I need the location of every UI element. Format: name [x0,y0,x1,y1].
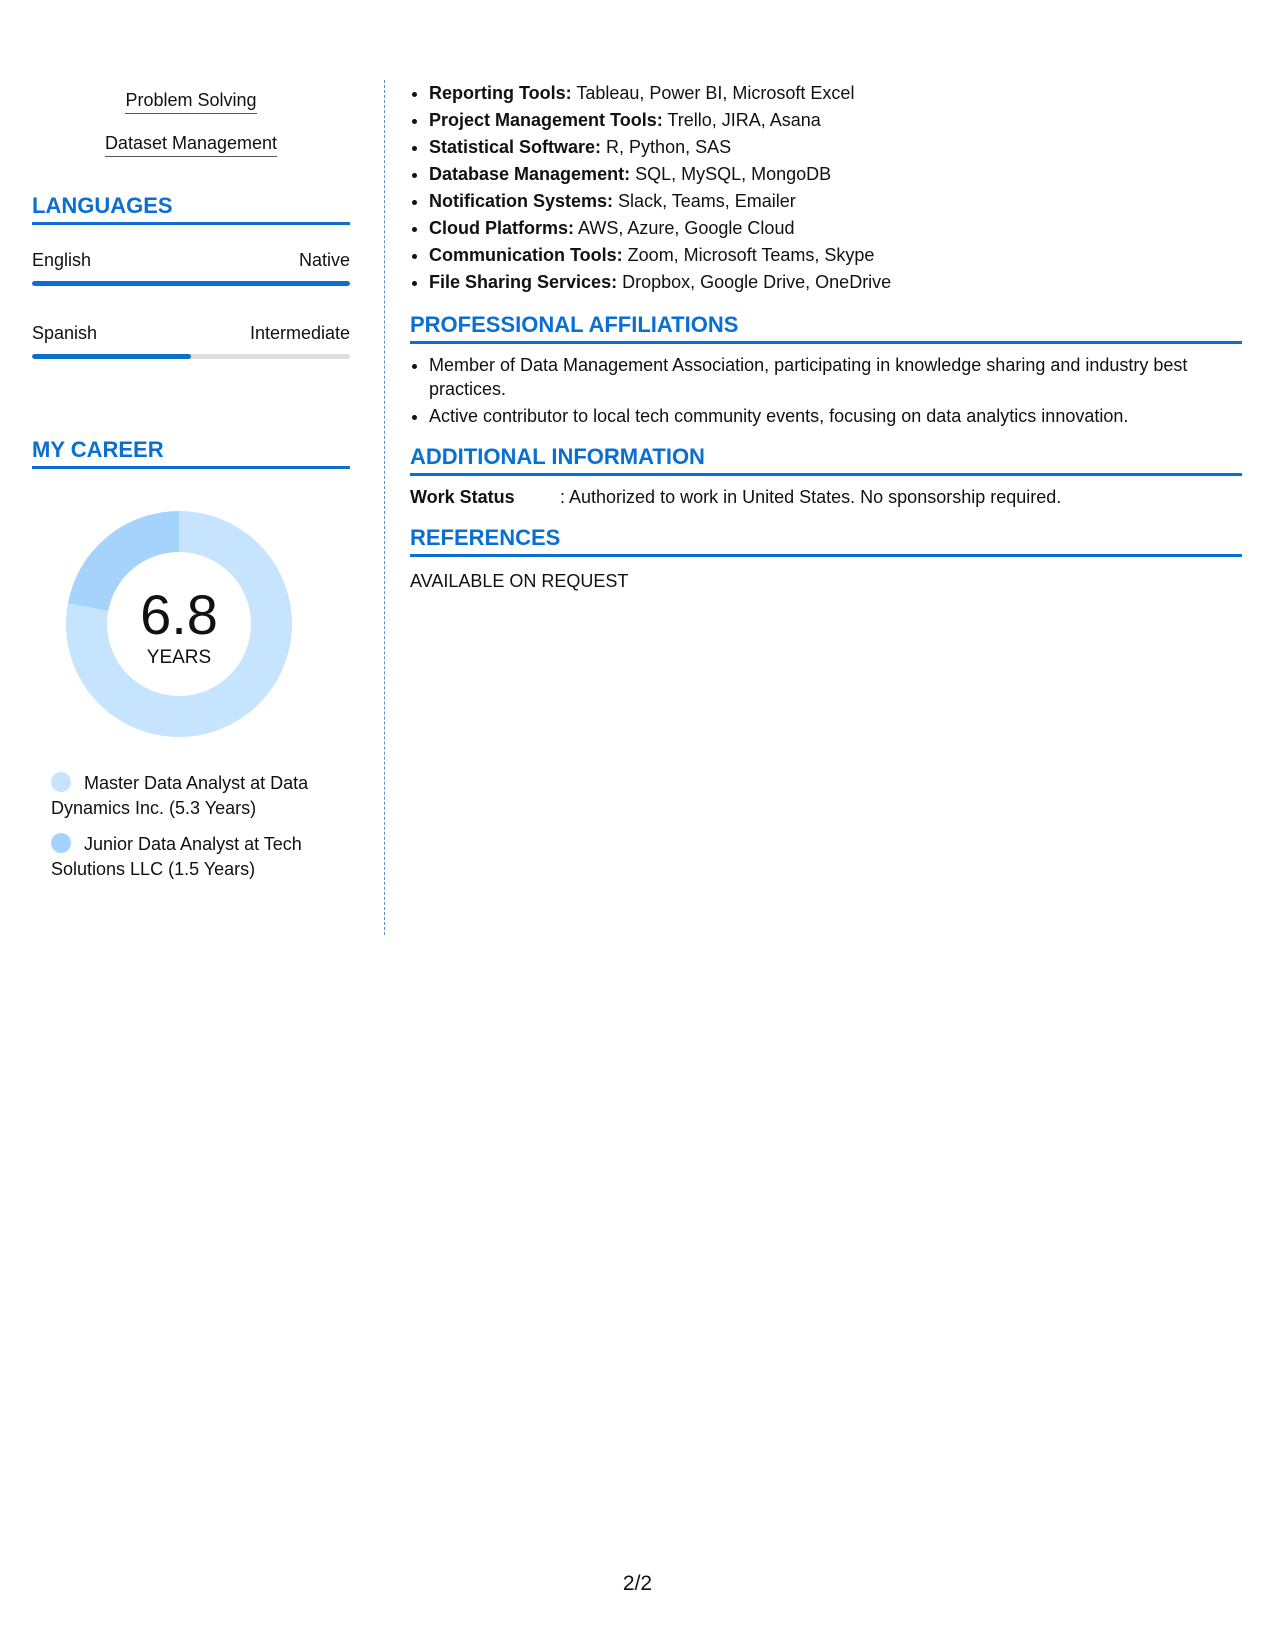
tool-values: Zoom, Microsoft Teams, Skype [622,245,875,265]
tool-category: Statistical Software: [429,137,602,157]
tool-values: Slack, Teams, Emailer [613,191,796,211]
tool-category: Cloud Platforms: [429,218,575,238]
list-item [429,215,1242,242]
career-donut-chart [66,511,292,737]
language-name: English [32,250,92,270]
skill-item [32,132,350,157]
legend-label: Junior Data Analyst at Tech Solutions LLC (1.5 Years) [51,834,302,879]
list-item: • Member of Data Management Association, participating in knowledge sharing and industry best practices. [429,353,1242,401]
references-text: AVAILABLE ON REQUEST [410,571,629,591]
column-divider [384,80,385,935]
tool-values: R, Python, SAS [601,137,732,157]
affiliations-title: PROFESSIONAL AFFILIATIONS [410,312,1242,344]
work-status-label: Work Status [410,487,515,507]
language-name: Spanish [32,323,98,343]
tool-category: Project Management Tools: [429,110,663,130]
languages-title: LANGUAGES [32,193,350,225]
references-title: REFERENCES [410,525,1242,557]
tool-values: Trello, JIRA, Asana [662,110,821,130]
list-item [429,107,1242,134]
career-unit: YEARS [146,647,212,668]
skill-problem-solving: Problem Solving [125,89,256,114]
list-item [429,161,1242,188]
language-english [32,249,350,286]
donut-center [66,511,292,737]
legend-label: Master Data Analyst at Data Dynamics Inc. (5.3 Years) [51,773,309,818]
list-item [429,188,1242,215]
legend-item [51,832,341,882]
affiliations-list [410,353,1242,428]
tool-category: Communication Tools: [429,245,623,265]
legend-dot [51,772,71,792]
right-column [410,80,1242,593]
left-column [32,80,350,893]
list-item: • Active contributor to local tech community events, focusing on data analytics innovation. [429,404,1242,428]
page-number: 2/2 [622,1572,653,1595]
work-status-value: : Authorized to work in United States. No sponsorship required. [560,487,1062,507]
work-status-row [410,485,1242,509]
career-title: MY CAREER [32,437,350,469]
language-bar-fill [32,281,350,286]
additional-info-title: ADDITIONAL INFORMATION [410,444,1242,476]
tool-category: Reporting Tools: [429,83,572,103]
tool-values: AWS, Azure, Google Cloud [574,218,795,238]
language-bar-fill [32,354,191,359]
skill-item [32,89,350,114]
tool-values: SQL, MySQL, MongoDB [630,164,832,184]
tool-category: Notification Systems: [429,191,614,211]
career-total-years: 6.8 [140,583,218,646]
legend-item [51,771,341,821]
list-item [429,242,1242,269]
language-level: Native [298,250,350,270]
legend-dot [51,833,71,853]
tool-values: Dropbox, Google Drive, OneDrive [617,272,892,292]
language-level: Intermediate [249,323,350,343]
tool-values: Tableau, Power BI, Microsoft Excel [571,83,855,103]
career-legend [32,771,341,882]
skill-dataset-management: Dataset Management [105,132,277,157]
language-bar [32,354,350,359]
list-item [429,80,1242,107]
list-item [429,134,1242,161]
language-spanish [32,322,350,359]
tool-category: Database Management: [429,164,631,184]
tools-list [410,80,1242,296]
tool-category: File Sharing Services: [429,272,618,292]
list-item [429,269,1242,296]
language-bar [32,281,350,286]
